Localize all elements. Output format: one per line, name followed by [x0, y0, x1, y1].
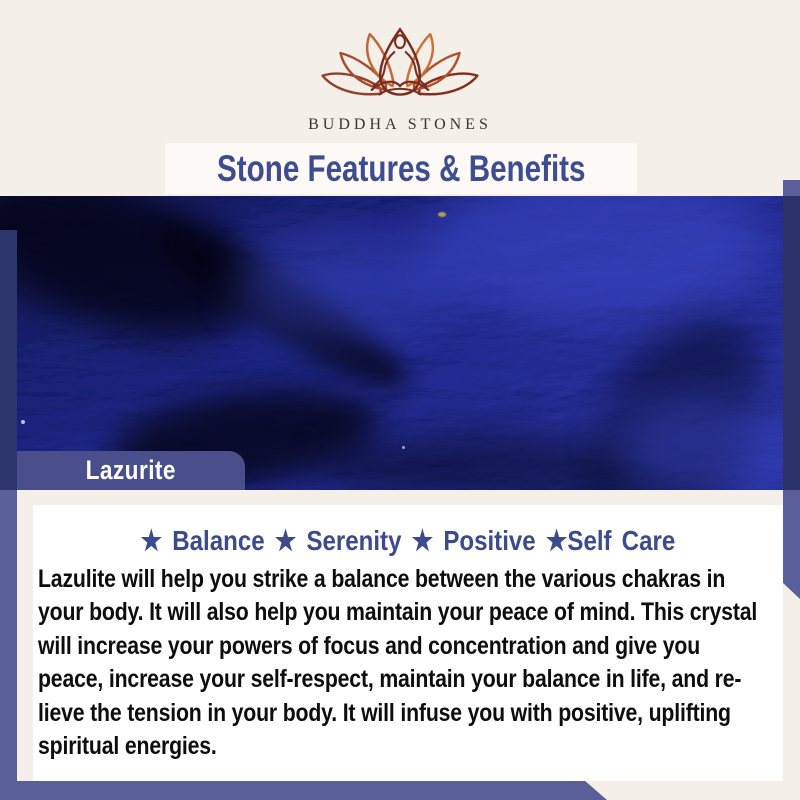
brand-name: BUDDHA STONES — [308, 116, 492, 133]
description-line: Lazulite will help you strike a balance between the various chakras in — [38, 565, 726, 593]
frame-bar-right-tip — [783, 583, 800, 599]
photo-highlight — [610, 391, 800, 490]
photo-speck — [21, 420, 25, 424]
frame-bar-bottom — [0, 781, 607, 800]
photo-speck — [402, 446, 405, 449]
lazurite-stone-photo — [0, 196, 800, 490]
frame-bar-left — [0, 490, 17, 800]
title-band — [165, 143, 637, 194]
frame-bar-right — [783, 490, 800, 583]
stone-description — [33, 563, 783, 763]
benefit-keywords-text: ★ Balance ★ Serenity ★ Positive ★Self Care — [140, 525, 676, 556]
stone-name-label — [17, 451, 245, 490]
frame-bar-right-top — [783, 180, 800, 196]
benefit-keywords — [33, 525, 783, 557]
page-title: Stone Features & Benefits — [216, 148, 586, 189]
frame-bar-left-dark — [0, 230, 17, 490]
brand-logo — [0, 26, 800, 119]
benefits-panel — [33, 505, 783, 781]
description-line: your body. It will also help you maintain your peace of mind. This crystal — [38, 598, 758, 627]
stone-name: Lazurite — [85, 455, 177, 485]
description-line: will increase your powers of focus and concentration and give you — [38, 631, 701, 660]
description-line: spiritual energies. — [38, 731, 217, 760]
photo-speck — [438, 212, 446, 217]
description-line: peace, increase your self-respect, maintain your balance in life, and re- — [38, 665, 742, 694]
photo-highlight — [235, 231, 465, 341]
lotus-meditation-icon — [315, 26, 485, 114]
description-line: lieve the tension in your body. It will infuse you with positive, uplifting — [38, 698, 731, 727]
frame-bar-right-dark — [783, 196, 800, 490]
